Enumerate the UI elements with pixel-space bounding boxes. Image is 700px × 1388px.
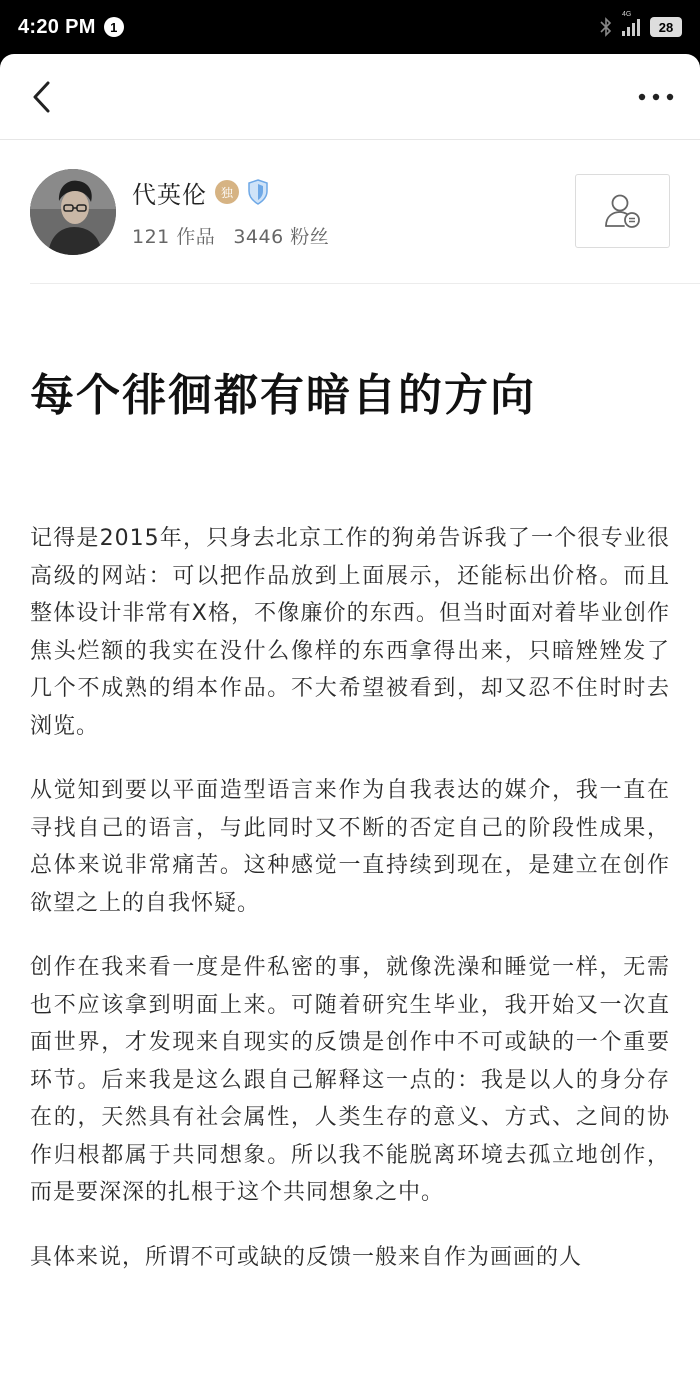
works-count[interactable]: 121 作品 [132, 225, 216, 248]
status-left [18, 16, 124, 39]
chevron-left-icon [30, 80, 52, 114]
status-bar [0, 0, 700, 54]
article-paragraph: 具体来说，所谓不可或缺的反馈一般来自作为画画的人 [30, 1244, 583, 1270]
status-right [600, 11, 682, 37]
article-paragraph: 记得是2015年，只身去北京工作的狗弟告诉我了一个很专业很高级的网站：可以把作品放到上面展示，还能标出价格。而且整体设计非常有X格，不像廉价的东西。但当时面对着毕业创作焦头烂额的我实在没什么像样的东西拿得出来，只暗矬矬发了几个不成熟的绢本作品。不大希望被看到，却又忍不住时时去浏览。 [30, 526, 670, 739]
article-paragraph: 创作在我来看一度是件私密的事，就像洗澡和睡觉一样，无需也不应该拿到明面上来。可随着研究生毕业，我开始又一次直面世界，才发现来自现实的反馈是创作中不可或缺的一个重要环节。后来我是这么跟自己解释这一点的：我是以人的身分存在的，天然具有社会属性，人类生存的意义、方式、之间的协作归根都属于共同想象。所以我不能脱离环境去孤立地创作，而是要深深的扎根于这个共同想象之中。 [30, 955, 670, 1205]
more-dots-icon [638, 93, 674, 101]
article-title: 每个徘徊都有暗自的方向 [30, 370, 536, 421]
shield-icon [247, 179, 269, 205]
more-button[interactable] [636, 77, 676, 117]
back-button[interactable] [30, 77, 60, 117]
exclusive-badge: 独 [215, 180, 239, 204]
avatar[interactable] [30, 169, 116, 255]
status-time: 4:20 PM [18, 15, 96, 38]
bluetooth-icon [600, 17, 612, 37]
author-header [30, 140, 700, 284]
avatar-image [30, 169, 116, 255]
network-type: 4G [622, 11, 632, 18]
author-stats [132, 222, 329, 249]
author-name[interactable]: 代英伦 [132, 180, 207, 209]
author-name-line [132, 175, 329, 210]
add-user-icon [603, 192, 643, 230]
follow-button[interactable] [575, 174, 670, 248]
author-info [132, 175, 329, 249]
notification-badge: 1 [104, 17, 124, 37]
battery-icon: 28 [650, 17, 682, 37]
nav-bar [0, 54, 700, 140]
fans-count[interactable]: 3446 粉丝 [233, 225, 330, 248]
article-paragraph: 从觉知到要以平面造型语言来作为自我表达的媒介，我一直在寻找自己的语言，与此同时又不断的否定自己的阶段性成果，总体来说非常痛苦。这种感觉一直持续到现在，是建立在创作欲望之上的自我怀疑。 [30, 778, 670, 916]
article-body [30, 520, 670, 1276]
article-page [0, 54, 700, 1388]
cell-signal-icon [622, 11, 640, 36]
